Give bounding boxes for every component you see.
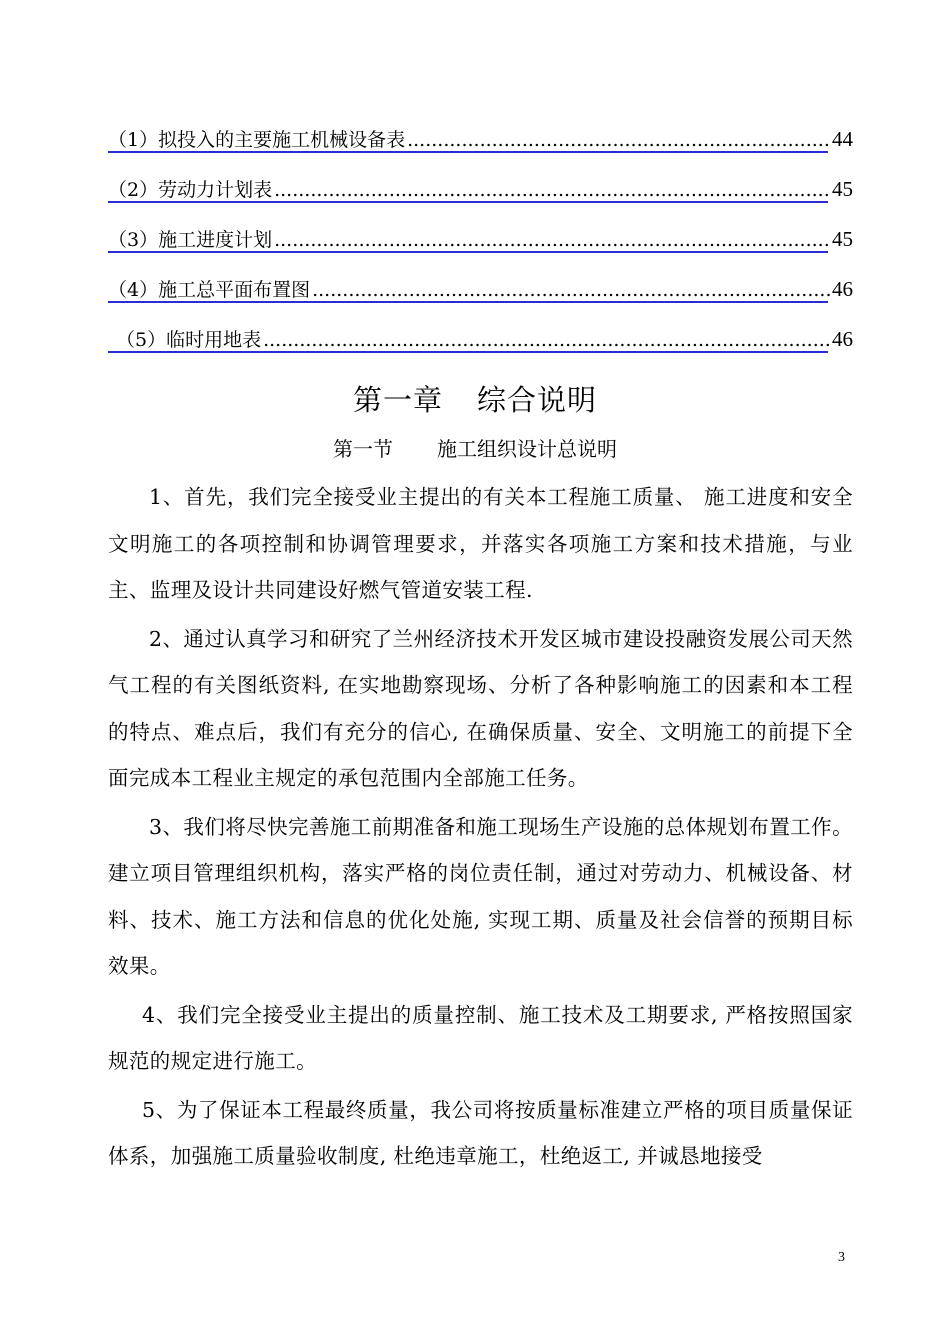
toc-entry-page: 45 xyxy=(832,227,853,251)
chapter-number: 第一章 xyxy=(352,383,443,417)
chapter-title: 综合说明 xyxy=(477,383,598,417)
table-of-contents xyxy=(108,118,853,368)
chapter-heading xyxy=(0,380,950,420)
toc-entry-label: （3）施工进度计划 xyxy=(108,229,273,251)
toc-link-underline xyxy=(108,351,828,353)
toc-entry[interactable] xyxy=(108,118,853,168)
toc-entry-label: （2）劳动力计划表 xyxy=(108,179,273,201)
toc-entry[interactable] xyxy=(108,168,853,218)
body-paragraph: 1、首先，我们完全接受业主提出的有关本工程施工质量、 施工进度和安全文明施工的各项控制和协调管理要求，并落实各项施工方案和技术措施，与业主、监理及设计共同建设好燃气管道安装工程. xyxy=(108,485,853,602)
toc-entry-label: （5）临时用地表 xyxy=(116,329,262,351)
section-number: 第一节 xyxy=(333,437,393,461)
toc-entry-label: （1）拟投入的主要施工机械设备表 xyxy=(108,129,406,151)
toc-entry-page: 45 xyxy=(832,177,853,201)
section-heading xyxy=(0,432,950,466)
toc-entry[interactable] xyxy=(108,268,853,318)
toc-entry[interactable] xyxy=(108,218,853,268)
toc-entry-page: 44 xyxy=(832,127,853,151)
page-number: 3 xyxy=(838,1250,845,1265)
body-paragraph: 3、我们将尽快完善施工前期准备和施工现场生产设施的总体规划布置工作。建立项目管理组织机构，落实严格的岗位责任制，通过对劳动力、机械设备、材料、技术、施工方法和信息的优化处施, 实现工期、质量及社会信誉的预期目标效果。 xyxy=(108,814,853,978)
document-body xyxy=(108,474,853,1182)
body-paragraph: 4、我们完全接受业主提出的质量控制、施工技术及工期要求, 严格按照国家规范的规定进行施工。 xyxy=(108,1002,853,1073)
toc-entry[interactable] xyxy=(108,318,853,368)
toc-entry-page: 46 xyxy=(832,277,853,301)
toc-link-underline xyxy=(108,151,828,153)
toc-entry-page: 46 xyxy=(832,327,853,351)
section-title: 施工组织设计总说明 xyxy=(437,437,617,461)
body-paragraph: 2、通过认真学习和研究了兰州经济技术开发区城市建设投融资发展公司天然气工程的有关图纸资料, 在实地勘察现场、分析了各种影响施工的因素和本工程的特点、难点后，我们有充分的信心, 在确保质量、安全、文明施工的前提下全面完成本工程业主规定的承包范围内全部施工任务。 xyxy=(108,626,853,790)
toc-entry-label: （4）施工总平面布置图 xyxy=(108,279,311,301)
toc-link-underline xyxy=(108,251,828,253)
toc-link-underline xyxy=(108,301,828,303)
toc-link-underline xyxy=(108,201,828,203)
body-paragraph: 5、为了保证本工程最终质量，我公司将按质量标准建立严格的项目质量保证体系，加强施工质量验收制度, 杜绝违章施工，杜绝返工, 并诚恳地接受 xyxy=(108,1097,853,1168)
